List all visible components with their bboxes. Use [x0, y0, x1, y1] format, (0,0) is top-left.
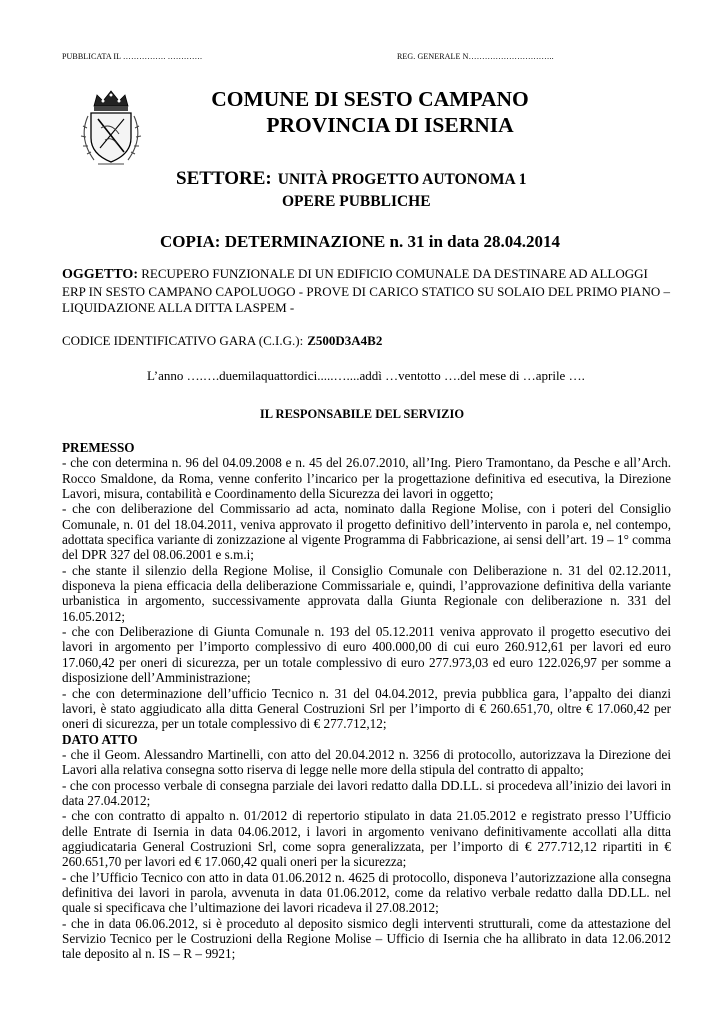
- pubblicata-line: PUBBLICATA IL ……………. ………….: [62, 52, 203, 61]
- oggetto-label: OGGETTO:: [62, 267, 138, 282]
- premesso-heading: PREMESSO: [62, 440, 135, 455]
- premesso-paragraph: - che con determinazione dell’ufficio Tecnico n. 31 del 04.04.2012, previa pubblica gara, l’appalto dei dianzi lavori, è stato aggiudicato alla ditta General Costruzioni Srl per l’importo di € 260.651,70, oltre € 17.060,42 per oneri di sicurezza, per un totale complessivo di € 277.712,12;: [62, 685, 671, 732]
- premesso-paragraph: - che con determina n. 96 del 04.09.2008 e n. 45 del 26.07.2010, all’Ing. Piero Tramontano, da Pesche e all’Arch. Rocco Smaldone, da Roma, venne conferito l’incarico per la progettazione definitiva ed esecutiva, la Direzione Lavori, misura, contabilità e Coordinamento della Sicurezza dei lavori in oggetto;: [62, 455, 671, 502]
- dato-atto-paragraph: - che l’Ufficio Tecnico con atto in data 01.06.2012 n. 4625 di protocollo, disponeva l’autorizzazione alla consegna definitiva dei lavori in parola, avvenuta in data 01.06.2012, come da relativo verbale redatto dalla DD.LL. nel quale si specificava che l’ultimazione dei lavori ricadeva il 27.08.2012;: [62, 869, 671, 916]
- cig-line: [62, 333, 382, 349]
- determinazione-title: COPIA: DETERMINAZIONE n. 31 in data 28.04.2014: [160, 232, 561, 251]
- oggetto-text: RECUPERO FUNZIONALE DI UN EDIFICIO COMUNALE DA DESTINARE AD ALLOGGI ERP IN SESTO CAMPANO CAPOLUOGO - PROVE DI CARICO STATICO SU SOLAIO DEL PRIMO PIANO – LIQUIDAZIONE ALLA DITTA LASPEM -: [62, 266, 670, 315]
- oggetto-block: [62, 266, 670, 317]
- settore-value: UNITÀ PROGETTO AUTONOMA 1: [277, 171, 527, 188]
- comune-title: COMUNE DI SESTO CAMPANO: [211, 87, 529, 111]
- opere-pubbliche: OPERE PUBBLICHE: [282, 193, 431, 210]
- responsabile-heading: IL RESPONSABILE DEL SERVIZIO: [259, 407, 465, 421]
- dato-atto-paragraph: - che il Geom. Alessandro Martinelli, con atto del 20.04.2012 n. 3256 di protocollo, autorizzava la Direzione dei Lavori alla relativa consegna sotto riserva di legge nelle more della stipula del contratto di appalto;: [62, 746, 671, 778]
- premesso-paragraph: - che con deliberazione del Commissario ad acta, nominato dalla Regione Molise, con i poteri del Consiglio Comunale, n. 01 del 18.04.2011, veniva approvato il progetto definitivo dell’intervento in parola e, nel contempo, adottata specifica variante di zonizzazione al vigente Programma di Fabbricazione, ai sensi dell’art. 19 – 1° comma del DPR 327 del 08.06.2001 e s.m.i;: [62, 501, 671, 563]
- anno-line: L’anno ….….duemilaquattordici.....…....addì …ventotto ….del mese di …aprile ….: [147, 368, 585, 383]
- settore-line: [176, 168, 527, 190]
- reg-generale-line: REG. GENERALE N…………………………..: [397, 52, 554, 61]
- cig-value: Z500D3A4B2: [307, 333, 383, 348]
- dato-atto-paragraph: - che con processo verbale di consegna parziale dei lavori redatto dalla DD.LL. si procedeva all’inizio dei lavori in data 27.04.2012;: [62, 777, 671, 808]
- dato-atto-heading: DATO ATTO: [62, 731, 138, 747]
- dato-atto-paragraph: - che in data 06.06.2012, si è proceduto al deposito sismico degli interventi strutturali, come da attestazione del Servizio Tecnico per le Costruzioni della Regione Molise – Ufficio di Isernia che ha allibrato in data 12.06.2012 tale deposito al n. IS – R – 9921;: [62, 915, 671, 962]
- cig-label: CODICE IDENTIFICATIVO GARA (C.I.G.):: [62, 333, 304, 348]
- settore-label: SETTORE:: [176, 168, 272, 189]
- municipal-crest-icon: [70, 86, 152, 170]
- premesso-paragraph: - che stante il silenzio della Regione Molise, il Consiglio Comunale con Deliberazione n. 31 del 02.12.2011, disponeva la piena efficacia della deliberazione Commissariale e, quindi, l’approvazione definitiva della variante urbanistica in argomento, successivamente approvata dalla Giunta Regionale con deliberazione n. 331 del 16.05.2012;: [62, 562, 671, 624]
- dato-atto-paragraph: - che con contratto di appalto n. 01/2012 di repertorio stipulato in data 21.05.2012 e registrato presso l’Ufficio delle Entrate di Isernia in data 04.06.2012, i lavori in argomento venivano definitivamente accollati alla ditta aggiudicataria General Costruzioni Srl, come sopra generalizzata, per l’importo di € 277.712,12 ripartiti in € 260.651,70 per lavori ed € 17.060,42 quali oneri per la sicurezza;: [62, 808, 671, 870]
- provincia-title: PROVINCIA DI ISERNIA: [266, 113, 514, 137]
- premesso-paragraph: - che con Deliberazione di Giunta Comunale n. 193 del 05.12.2011 veniva approvato il progetto esecutivo dei lavori in argomento per l’importo complessivo di euro 400.000,00 di cui euro 260.912,61 per lavori ed euro 17.060,42 per oneri di sicurezza, per un totale complessivo di euro 277.973,03 ed euro 122.026,97 per somme a disposizione dell’Amministrazione;: [62, 624, 671, 686]
- document-body: [62, 440, 671, 962]
